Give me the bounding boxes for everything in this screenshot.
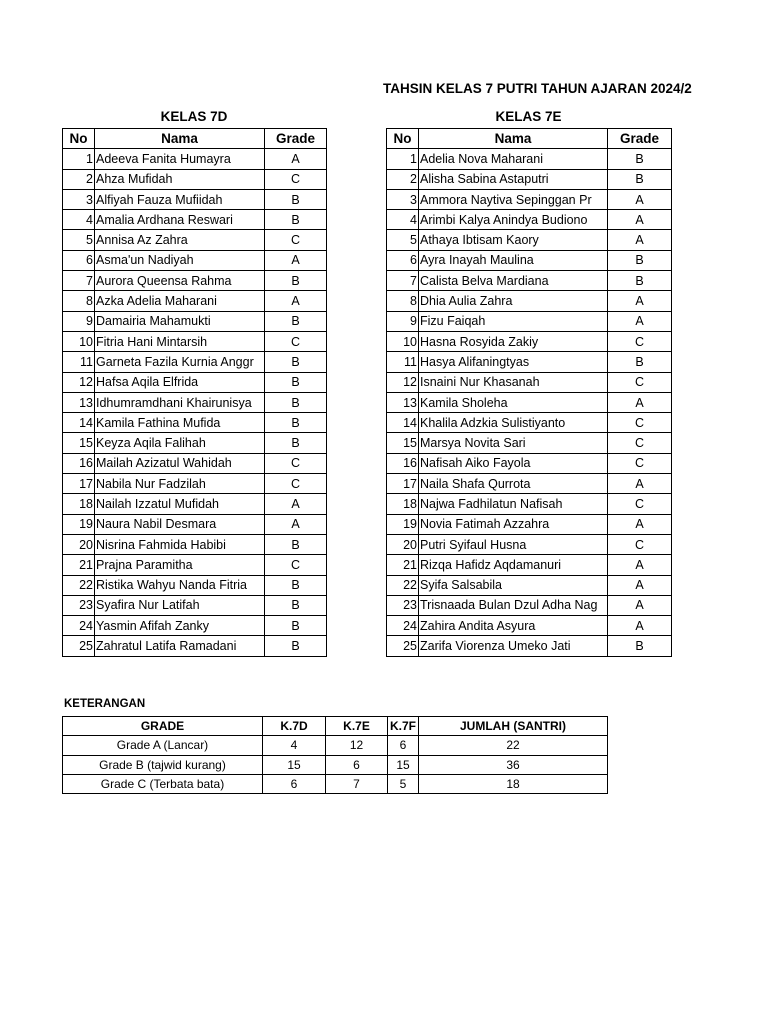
table-row [63,595,327,615]
student-grade: A [608,210,672,230]
table-row [387,616,672,636]
student-name: Annisa Az Zahra [95,230,265,250]
student-grade: C [608,372,672,392]
student-grade: B [265,271,327,291]
row-number: 4 [63,210,95,230]
student-name: Khalila Adzkia Sulistiyanto [419,413,608,433]
student-name: Nisrina Fahmida Habibi [95,534,265,554]
table-header-row [63,129,327,149]
row-number: 7 [63,271,95,291]
student-grade: A [265,250,327,270]
student-grade: A [608,555,672,575]
student-grade: A [608,514,672,534]
student-name: Kamila Fathina Mufida [95,413,265,433]
student-name: Hasya Alifaningtyas [419,352,608,372]
student-grade: A [608,189,672,209]
row-number: 6 [63,250,95,270]
row-number: 19 [387,514,419,534]
student-name: Novia Fatimah Azzahra [419,514,608,534]
table-row [387,433,672,453]
student-grade: B [608,352,672,372]
student-grade: B [265,189,327,209]
row-number: 9 [387,311,419,331]
student-grade: B [265,636,327,656]
row-number: 10 [63,331,95,351]
student-grade: A [265,149,327,169]
student-grade: A [608,311,672,331]
student-grade: B [608,636,672,656]
student-name: Dhia Aulia Zahra [419,291,608,311]
student-grade: B [608,271,672,291]
table-row [63,210,327,230]
table-row [63,372,327,392]
table-row [63,453,327,473]
student-name: Fizu Faiqah [419,311,608,331]
student-grade: A [265,514,327,534]
table-row [63,392,327,412]
student-name: Hafsa Aqila Elfrida [95,372,265,392]
summary-header-k7d: K.7D [263,717,326,736]
table-row [387,291,672,311]
table-row [63,555,327,575]
row-number: 21 [387,555,419,575]
student-name: Nafisah Aiko Fayola [419,453,608,473]
row-number: 3 [63,189,95,209]
summary-k7d: 15 [263,755,326,774]
student-grade: B [265,413,327,433]
student-name: Alfiyah Fauza Mufiidah [95,189,265,209]
student-grade: B [265,595,327,615]
student-grade: C [608,331,672,351]
student-name: Mailah Azizatul Wahidah [95,453,265,473]
row-number: 4 [387,210,419,230]
student-grade: C [608,413,672,433]
row-number: 22 [63,575,95,595]
row-number: 18 [387,494,419,514]
student-name: Putri Syifaul Husna [419,534,608,554]
row-number: 7 [387,271,419,291]
student-grade: C [608,433,672,453]
student-name: Nailah Izzatul Mufidah [95,494,265,514]
student-name: Aurora Queensa Rahma [95,271,265,291]
student-name: Damairia Mahamukti [95,311,265,331]
summary-jumlah: 36 [419,755,608,774]
col-header-grade: Grade [265,129,327,149]
table-row [63,169,327,189]
row-number: 5 [387,230,419,250]
student-name: Yasmin Afifah Zanky [95,616,265,636]
student-name: Ristika Wahyu Nanda Fitria [95,575,265,595]
summary-grade: Grade A (Lancar) [63,736,263,755]
summary-header-grade: GRADE [63,717,263,736]
class-7d-heading: KELAS 7D [160,109,228,124]
student-grade: B [608,250,672,270]
row-number: 13 [387,392,419,412]
table-row [63,291,327,311]
row-number: 14 [63,413,95,433]
student-name: Ammora Naytiva Sepinggan Pr [419,189,608,209]
table-row [63,271,327,291]
student-name: Amalia Ardhana Reswari [95,210,265,230]
table-row [63,250,327,270]
table-row [387,636,672,656]
student-name: Hasna Rosyida Zakiy [419,331,608,351]
row-number: 24 [387,616,419,636]
table-row [63,311,327,331]
student-grade: B [608,149,672,169]
student-name: Syifa Salsabila [419,575,608,595]
student-grade: A [265,494,327,514]
table-row [387,575,672,595]
row-number: 22 [387,575,419,595]
row-number: 11 [63,352,95,372]
summary-k7d: 6 [263,774,326,793]
student-grade: A [608,474,672,494]
summary-k7e: 12 [326,736,388,755]
row-number: 14 [387,413,419,433]
row-number: 15 [63,433,95,453]
student-grade: B [265,575,327,595]
row-number: 8 [387,291,419,311]
row-number: 8 [63,291,95,311]
student-name: Zahira Andita Asyura [419,616,608,636]
student-grade: A [608,392,672,412]
row-number: 20 [63,534,95,554]
student-grade: A [608,595,672,615]
table-row [387,210,672,230]
student-name: Naura Nabil Desmara [95,514,265,534]
student-name: Trisnaada Bulan Dzul Adha Nag [419,595,608,615]
col-header-nama: Nama [419,129,608,149]
student-grade: B [265,433,327,453]
student-grade: C [265,555,327,575]
row-number: 6 [387,250,419,270]
student-name: Ayra Inayah Maulina [419,250,608,270]
table-row [63,352,327,372]
student-grade: B [265,311,327,331]
table-row [387,230,672,250]
row-number: 15 [387,433,419,453]
student-grade: B [265,534,327,554]
row-number: 2 [387,169,419,189]
table-row [63,413,327,433]
row-number: 10 [387,331,419,351]
class-7e-heading: KELAS 7E [495,109,562,124]
student-grade: C [608,494,672,514]
table-row [387,534,672,554]
row-number: 12 [387,372,419,392]
student-grade: B [265,372,327,392]
table-row [63,189,327,209]
table-row [387,189,672,209]
table-row [63,149,327,169]
class-7d-table [62,128,327,657]
row-number: 1 [63,149,95,169]
table-row [387,453,672,473]
student-name: Prajna Paramitha [95,555,265,575]
table-row [63,331,327,351]
student-grade: A [265,291,327,311]
row-number: 17 [63,474,95,494]
summary-k7d: 4 [263,736,326,755]
student-grade: C [265,169,327,189]
summary-row [63,755,608,774]
table-row [387,271,672,291]
summary-row [63,774,608,793]
row-number: 20 [387,534,419,554]
table-row [387,169,672,189]
student-name: Garneta Fazila Kurnia Anggr [95,352,265,372]
row-number: 23 [63,595,95,615]
student-name: Syafira Nur Latifah [95,595,265,615]
col-header-nama: Nama [95,129,265,149]
student-name: Isnaini Nur Khasanah [419,372,608,392]
table-row [63,575,327,595]
table-row [387,595,672,615]
table-row [63,433,327,453]
row-number: 13 [63,392,95,412]
student-grade: C [265,453,327,473]
row-number: 17 [387,474,419,494]
student-grade: A [608,616,672,636]
student-grade: A [608,575,672,595]
student-name: Asma'un Nadiyah [95,250,265,270]
table-row [387,413,672,433]
summary-grade: Grade B (tajwid kurang) [63,755,263,774]
table-row [387,250,672,270]
student-grade: C [608,534,672,554]
student-grade: B [265,616,327,636]
student-name: Adeeva Fanita Humayra [95,149,265,169]
table-row [387,474,672,494]
summary-header-k7e: K.7E [326,717,388,736]
student-grade: C [608,453,672,473]
row-number: 25 [387,636,419,656]
summary-header-row [63,717,608,736]
col-header-no: No [387,129,419,149]
class-7e-table [386,128,672,657]
row-number: 1 [387,149,419,169]
student-name: Ahza Mufidah [95,169,265,189]
table-row [63,514,327,534]
table-row [387,555,672,575]
row-number: 18 [63,494,95,514]
student-name: Naila Shafa Qurrota [419,474,608,494]
col-header-grade: Grade [608,129,672,149]
summary-header-jumlah: JUMLAH (SANTRI) [419,717,608,736]
summary-label: KETERANGAN [64,698,146,710]
table-row [387,514,672,534]
table-row [63,616,327,636]
student-name: Adelia Nova Maharani [419,149,608,169]
student-grade: B [265,392,327,412]
student-name: Kamila Sholeha [419,392,608,412]
row-number: 5 [63,230,95,250]
row-number: 16 [387,453,419,473]
row-number: 3 [387,189,419,209]
student-grade: A [608,230,672,250]
page-title: TAHSIN KELAS 7 PUTRI TAHUN AJARAN 2024/2 [383,81,692,96]
student-name: Athaya Ibtisam Kaory [419,230,608,250]
student-grade: B [265,210,327,230]
student-name: Marsya Novita Sari [419,433,608,453]
student-name: Keyza Aqila Falihah [95,433,265,453]
row-number: 12 [63,372,95,392]
table-row [387,311,672,331]
row-number: 23 [387,595,419,615]
student-name: Fitria Hani Mintarsih [95,331,265,351]
summary-k7e: 7 [326,774,388,793]
student-name: Nabila Nur Fadzilah [95,474,265,494]
table-row [63,494,327,514]
summary-grade: Grade C (Terbata bata) [63,774,263,793]
student-grade: B [265,352,327,372]
student-name: Rizqa Hafidz Aqdamanuri [419,555,608,575]
student-name: Najwa Fadhilatun Nafisah [419,494,608,514]
table-row [63,636,327,656]
table-row [387,372,672,392]
row-number: 24 [63,616,95,636]
summary-k7e: 6 [326,755,388,774]
row-number: 25 [63,636,95,656]
student-grade: C [265,230,327,250]
row-number: 9 [63,311,95,331]
summary-k7f: 6 [388,736,419,755]
table-row [387,494,672,514]
table-row [63,534,327,554]
student-grade: A [608,291,672,311]
summary-table [62,716,608,794]
student-name: Azka Adelia Maharani [95,291,265,311]
table-row [387,331,672,351]
row-number: 21 [63,555,95,575]
table-row [387,352,672,372]
table-header-row [387,129,672,149]
student-name: Zarifa Viorenza Umeko Jati [419,636,608,656]
table-row [387,392,672,412]
summary-k7f: 15 [388,755,419,774]
table-row [63,474,327,494]
summary-jumlah: 22 [419,736,608,755]
col-header-no: No [63,129,95,149]
student-grade: B [608,169,672,189]
student-name: Idhumramdhani Khairunisya [95,392,265,412]
table-row [63,230,327,250]
row-number: 11 [387,352,419,372]
summary-jumlah: 18 [419,774,608,793]
student-name: Arimbi Kalya Anindya Budiono [419,210,608,230]
student-name: Calista Belva Mardiana [419,271,608,291]
row-number: 16 [63,453,95,473]
summary-k7f: 5 [388,774,419,793]
summary-header-k7f: K.7F [388,717,419,736]
row-number: 2 [63,169,95,189]
student-grade: C [265,474,327,494]
student-name: Alisha Sabina Astaputri [419,169,608,189]
student-name: Zahratul Latifa Ramadani [95,636,265,656]
row-number: 19 [63,514,95,534]
table-row [387,149,672,169]
student-grade: C [265,331,327,351]
summary-row [63,736,608,755]
